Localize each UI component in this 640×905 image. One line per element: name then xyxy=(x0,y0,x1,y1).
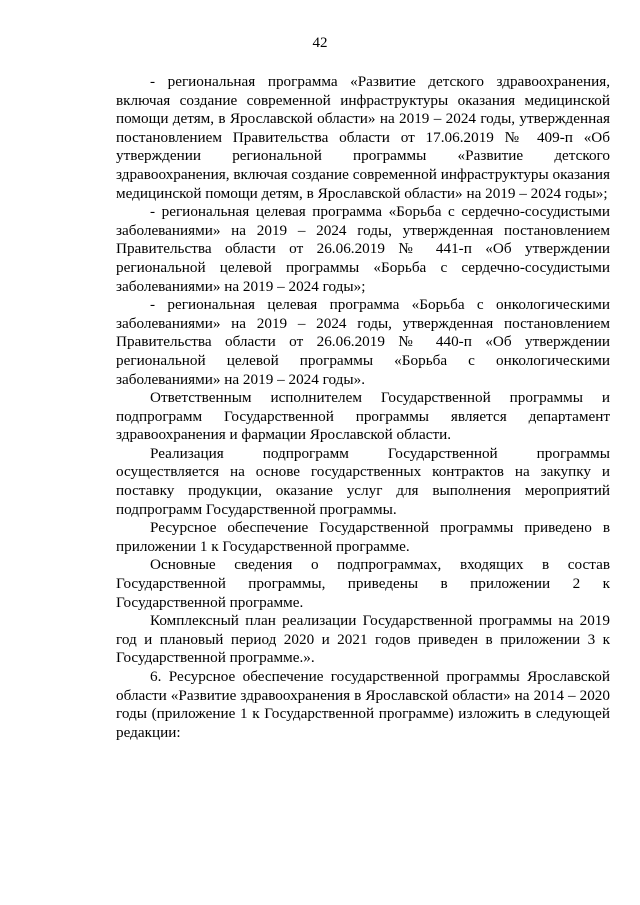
paragraph-cardiovascular-program: - региональная целевая программа «Борьба с сердечно-сосудистыми заболеваниями» на 2019 – 2024 годы, утвержденная постановлением Правительства области от 26.06.2019 № 441-п «Об утверждении региональной целевой программы «Борьба с сердечно-сосудистыми заболеваниями» на 2019 – 2024 годы»; xyxy=(116,203,610,295)
paragraph-subprogram-info: Основные сведения о подпрограммах, входящих в состав Государственной программы, приведены в приложении 2 к Государственной программе. xyxy=(116,556,610,611)
paragraph-child-health-program: - региональная программа «Развитие детского здравоохранения, включая создание современной инфраструктуры оказания медицинской помощи детям, в Ярославской области» на 2019 – 2024 годы, утвержденная постановлением Правительства области от 17.06.2019 № 409-п «Об утверждении региональной программы «Развитие детского здравоохранения, включая создание современной инфраструктуры оказания медицинской помощи детям, в Ярославской области» на 2019 – 2024 годы»; xyxy=(116,73,610,202)
paragraph-resource-provision: Ресурсное обеспечение Государственной программы приведено в приложении 1 к Государственной программе. xyxy=(116,519,610,555)
paragraph-implementation: Реализация подпрограмм Государственной программы осуществляется на основе государственных контрактов на закупку и поставку продукции, оказание услуг для выполнения мероприятий подпрограмм Государственной программы. xyxy=(116,444,610,518)
paragraph-responsible-executor: Ответственным исполнителем Государственной программы и подпрограмм Государственной программы является департамент здравоохранения и фармации Ярославской области. xyxy=(116,389,610,444)
page-number: 42 xyxy=(312,35,328,51)
paragraph-implementation-plan: Комплексный план реализации Государственной программы на 2019 год и плановый период 2020 и 2021 годов приведен в приложении 3 к Государственной программе.». xyxy=(116,612,610,667)
document-body xyxy=(116,73,610,742)
paragraph-section-6: 6. Ресурсное обеспечение государственной программы Ярославской области «Развитие здравоохранения в Ярославской области» на 2014 – 2020 годы (приложение 1 к Государственной программе) изложить в следующей редакции: xyxy=(116,668,610,741)
paragraph-oncology-program: - региональная целевая программа «Борьба с онкологическими заболеваниями» на 2019 – 2024 годы, утвержденная постановлением Правительства области от 26.06.2019 № 440-п «Об утверждении региональной целевой программы «Борьба с онкологическими заболеваниями» на 2019 – 2024 годы». xyxy=(116,296,610,388)
